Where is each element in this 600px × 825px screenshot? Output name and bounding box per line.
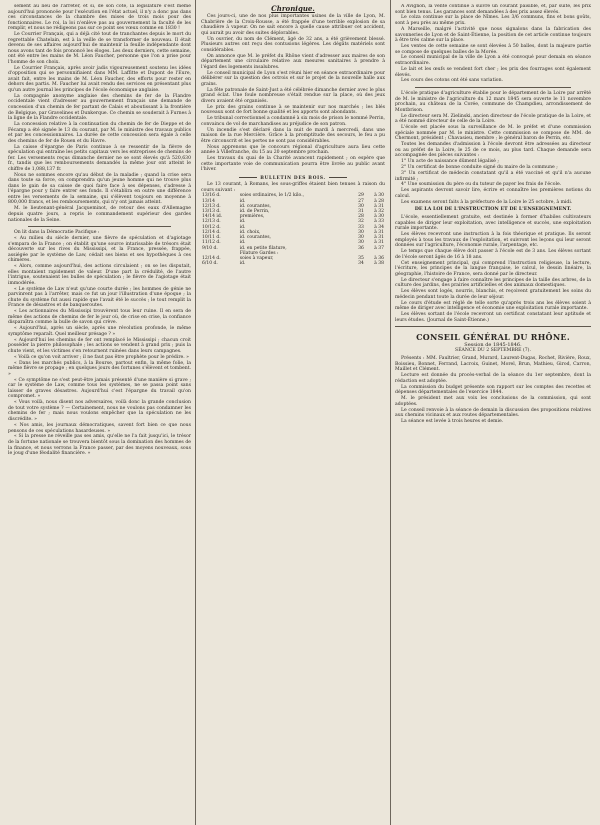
paragraph: « Aujourd'hui les chemins de fer ont remplacé le Mississipi ; chacun croit posséder la pierre philosophale ; les actions se vendent à grand prix ; puis la chute vient, et les victimes s'en retournent ruinées dans leurs campagnes. [8, 337, 191, 354]
table-cell: 13/16 d. [202, 193, 221, 199]
column-left-articles [8, 4, 191, 223]
table-cell: id. [239, 240, 246, 246]
paragraph: L'école pratique d'agriculture établie pour le département de la Loire par arrêté de M. le ministre de l'agriculture du 12 mars 1845 sera ouverte le 11 novembre prochain, au château de la Corée, commune de Champdieu, arrondissement de Montbrison. [395, 91, 591, 113]
table-cell: id. choix, [239, 229, 261, 235]
table-cell: 9/10 d. [202, 245, 218, 251]
table-cell: soies ordinaires, le 1/2 kilo., [239, 193, 305, 199]
table-cell: premières, [239, 214, 265, 220]
table-cell: id. courantes, [239, 235, 271, 241]
paragraph: Les examens seront faits à la préfecture de la Loire le 25 octobre, à midi. [401, 199, 573, 205]
paragraph: Toutes les demandes d'admission à l'école devront être adressées au directeur ou au préfet de la Loire, le 25 de ce mois, au plus tard. Chaque demande sera accompagnée des pièces suivantes : [395, 142, 591, 159]
paragraph: 2° Un certificat de bonne conduite signé du maire de la commune ; [401, 165, 558, 171]
table-cell: à 34 [374, 224, 384, 230]
paragraph: « Voilà ce qu'on voit arriver ; il ne faut pas être prophète pour le prédire. » [14, 354, 189, 360]
paragraph: La concession relative à la continuation du chemin de fer de Dieppe et de Fécamp a été signée le 13 du courant, par M. le ministre des travaux publics et par les concessionnaires. La durée de cette concession sera égale à celle des chemins de fer de Rouen et du Havre. [8, 122, 191, 144]
table-cell: à 33 [374, 219, 384, 225]
table-cell: id. [239, 219, 246, 225]
table-cell: 32 [358, 219, 364, 225]
table-cell: 6/10 d. [202, 261, 218, 267]
bulletin-title: BULLETIN DES BOIS. [260, 175, 326, 181]
rule-left [239, 177, 257, 178]
table-cell: id. [239, 198, 246, 204]
table-cell: à 31 [374, 203, 384, 209]
paragraph: « Alors, comme aujourd'hui, des actions circulaient ; on se les disputait, elles montaient rapidement de valeur. D'une part la crédulité, de l'autre l'intrigue, soutenaient les bulles de spéculation ; le fièvre de l'agiotage était immodérée. [8, 264, 191, 286]
table-cell: à 37 [374, 245, 384, 251]
table-cell: à 28 [374, 198, 384, 204]
bulletin-table [201, 193, 385, 266]
paragraph: Présents : MM. Faultrier, Grand, Murard, Laurent-Dugas, Rochet, Rivière, Roux, Boissieu, Bonnet, Ferrand, Lacroix, Guinet, Morel, Brun, Mathieu, Girod, Carron, Maillet et Clément. [395, 356, 591, 373]
paragraph: Nous apprenons que le concours régional d'agriculture aura lieu cette année à Villefranche, du 15 au 20 septembre prochain. [201, 144, 385, 156]
paragraph: 1° Un acte de naissance dûment légalisé ; [401, 159, 499, 165]
paragraph: Lecture est donnée du procès-verbal de la séance du 1er septembre, dont la rédaction est adoptée. [395, 373, 591, 384]
conseil-general-heading: CONSEIL GÉNÉRAL DU RHÔNE. [416, 332, 570, 343]
school-announcement [395, 91, 591, 205]
paragraph: Le lait et les œufs se vendent fort cher ; les prix des fourrages sont également élevés. [395, 66, 591, 78]
table-cell: 12/14 d. [202, 229, 221, 235]
paragraph: Les élèves sortant de l'école recevront un certificat constatant leur aptitude et leurs études. (Journal de Saint-Étienne.) [395, 312, 591, 323]
table-cell: 12/14 d. [202, 255, 221, 261]
table-cell: 30 [358, 229, 364, 235]
table-cell: id. en petite filature, [239, 245, 287, 251]
paragraph: La caisse d'épargne de Paris continue à se ressentir de la fièvre de spéculation qui entraîne les petits capitaux vers les entreprises de chemins de fer. Les versements reçus dimanche dernier ne se sont élevés qu'à 520,630 fr., tandis que les remboursements demandés la même jour ont atteint le chiffre de 1,088,137 fr. [8, 144, 191, 172]
table-cell: 31 [358, 209, 364, 215]
table-cell: 34 [358, 261, 364, 267]
paragraph: « Vous voilà, nous disent nos adversaires, voilà donc la grande conclusion de tout votre système ? — Certainement, nous ne voulons pas condamner les chemins de fer ; mais nous voulons empêcher que la spéculation ne les discrédite. » [8, 400, 191, 423]
article-headline: DE LA LOI DE L'INSTRUCTION ET DE L'ENSEIGNEMENT. [414, 206, 572, 213]
paragraph: Le prix des grains continue à se maintenir sur nos marchés ; les blés nouveaux sont de fort bonne qualité et les apports sont abondants. [201, 104, 385, 116]
paragraph: La compagnie anonyme anglaise des chemins de fer de la Flandre occidentale vient d'adresser au gouvernement français une demande de concession d'un chemin de fer partant de Calais et aboutissant à la frontière de Belgique, par Gravelines et Dunkerque. Ce chemin se souderait à Furnes à la ligne de la Flandre occidentale. [8, 93, 191, 122]
paragraph: L'école, essentiellement gratuite, est destinée à former d'habiles cultivateurs capables de diriger leur exploitation, avec intelligence et succès, une exploitation rurale importante. [395, 215, 591, 232]
paragraph: La séance est levée à trois heures et demie. [401, 419, 504, 425]
table-cell: à 31 [374, 235, 384, 241]
paragraph: Le temps que chaque élève doit passer à l'école est de 3 ans. Les élèves sortant de l'école seront âgés de 16 à 18 ans. [395, 249, 591, 260]
table-cell: 13/14 [202, 198, 215, 204]
paragraph: A Marseille, malgré l'activité que nous signalons dans la fabrication des savonneries de Lyon et de Saint-Étienne, la position de cet article continue toujours à être très calme sur la place. [395, 26, 591, 44]
table-cell: soies à vapeur, [239, 255, 274, 261]
paragraph: Un ouvrier, du nom de Clément, âgé de 32 ans, a été grièvement blessé. Plusieurs autres ont reçu des contusions légères. Les dégâts matériels sont considérables. [201, 36, 385, 53]
table-cell: 12/13 d. [202, 219, 221, 225]
column-middle [201, 4, 385, 819]
paragraph: « Au milieu du siècle dernier, une fièvre de spéculation et d'agiotage s'empara de la France ; on établit qu'une source intarissable de trésors était découverte sur les rives du Mississipi, et la France, pressée, frappée, assiégée par le système de Law, cédait ses biens et ses hypothèques à ces chimères. [8, 236, 191, 264]
paragraph: Le directeur sera M. Zielinski, ancien directeur de l'école pratique de la Loire, et a été nommé directeur de celle de la Loire. [395, 113, 591, 125]
table-cell: 10/12 d. [202, 224, 221, 230]
column-right [395, 4, 591, 819]
paragraph: M. le président met aux voix les conclusions de la commission, qui sont adoptées. [395, 396, 591, 407]
table-cell: 28 [358, 214, 364, 220]
paragraph: « Le système de Law n'eut qu'une courte durée ; les hommes de génie ne parvinrent pas à l'arrêter, mais ce fut un jour l'illustration d'une époque ; la chute du système fut aussi rapide que l'avait été le succès ; le tout remplit la France de désastres et de banqueroutes. [8, 286, 191, 309]
paragraph: Le directeur s'engage à faire connaître les principes de la taille des arbres, de la culture des jardins, des prairies artificielles et des animaux domestiques. [395, 277, 591, 289]
paragraph: « Les actionnaires du Mississipi trouvèrent tous leur ruine. Il en sera de même des actions de chemins de fer le jour où, de crise en crise, la confiance disparaîtra comme la bulle de savon qui crève. [8, 309, 191, 326]
paragraph: « Si la presse ne réveille pas ses amis, qu'elle ne l'a fait jusqu'ici, le trésor de la fortune nationale se trouvera bientôt sous la domination des hommes de la finance, et nous verrons la France passer, par des moyens nouveaux, sous le joug d'une féodalité financière. » [8, 434, 191, 457]
table-cell: 10/11 d. [202, 235, 221, 241]
table-cell: à 31 [374, 229, 384, 235]
paragraph: Les cours des cotons ont été sans variation. [401, 78, 503, 84]
paragraph: 3° Un certificat de médecin constatant qu'il a été vacciné et qu'il n'a aucune infirmité ; [395, 171, 591, 182]
table-cell: à 38 [374, 261, 384, 267]
paragraph: Nous ne sommes encore qu'au début de la maladie ; quand la crise sera dans toute sa force, on comprendra qu'un jeune homme qui ne trouve plus dans le gain de sa caisse de quoi faire face à ses dépenses, s'adresse à l'épargne pour y faire entrer ses fonds. Il s'établira en outre une différence entre les versements de la semaine, qui s'élèvent toujours en moyenne à 800,000 francs, et les remboursements, qui n'y ont jamais atteint. [8, 172, 191, 206]
table-row [201, 261, 385, 266]
paragraph: La fête patronale de Saint-Just a été célébrée dimanche dernier avec le plus grand éclat. Une foule nombreuse s'était rendue sur la place, où des jeux divers avaient été organisés. [201, 87, 385, 104]
chronique-articles [201, 14, 385, 173]
paragraph: Les travaux du quai de la Charité avancent rapidement ; on espère que cette importante voie de communication pourra être livrée au public avant l'hiver. [201, 156, 385, 173]
paragraph: Le tribunal correctionnel a condamné à six mois de prison le nommé Perrin, convaincu de vol de marchandises au préjudice de son patron. [201, 116, 385, 127]
column-rule [195, 0, 196, 825]
table-cell: 14/14 id. [202, 214, 223, 220]
paragraph: L'école est placée sous la surveillance de M. le préfet et d'une commission spéciale nommée par M. le ministre. Cette commission se compose de MM. de Chermont, président ; Chavasieu, membre ; le général baron de Perrin, etc. [395, 125, 591, 142]
bulletin-heading [201, 176, 385, 182]
paragraph: 4° Une soumission du père ou du tuteur de payer les frais de l'école. [401, 182, 562, 188]
table-cell: 30 [358, 235, 364, 241]
paragraph: « Aujourd'hui, après un siècle, après une révolution profonde, le même symptôme reparaît. Quel meilleur présage ? » [8, 326, 191, 337]
column-rule [390, 0, 391, 825]
divider [415, 87, 571, 88]
section-title-chronique: Chronique. [271, 4, 315, 13]
paragraph: Les élèves sont logés, nourris, blanchis, et reçoivent gratuitement les soins du médecin pendant toute la durée de leur séjour. [395, 289, 591, 300]
table-cell: 27 [358, 198, 364, 204]
paragraph: La commission du budget présente son rapport sur les comptes des recettes et dépenses départementales de l'exercice 1844. [395, 384, 591, 396]
conseil-general-minutes [395, 356, 591, 425]
paragraph: « Dans les marchés publics, à la Bourse, partout enfin, la même folie, la même fièvre se propage ; en quelques jours des fortunes s'élèvent et tombent. » [8, 360, 191, 377]
paragraph: Cet enseignement principal, qui comprend l'instruction religieuse, la lecture, l'écriture, les principes de la langue française, le calcul, le dessin linéaire, la géographie, l'histoire de France, sera donné par le directeur. [395, 260, 591, 277]
table-cell: 11/12 d. [202, 240, 221, 246]
table-cell: à 32 [374, 209, 384, 215]
paragraph: A Avignon, la vente continue à suivre un courant paisible, et, par suite, les prix sont bien tenus. Les garances sont demandées à des prix assez élevés. [395, 4, 591, 15]
paragraph: Le Courrier Français, qui a déjà cité tout de tranchantes depuis le mort du regrettable Chatelain, est à la veille de se transformer de nouveau. Il était devenu de ses affaires aujourd'hui de maintenir la feuille indépendante dont nous avons tant de fois prononcé les éloges. Les deux derniers, cette semaine, ont été entre les mains de M. Léon Faucher, personne que l'on a prise pour l'homme de son choix. [8, 32, 191, 65]
paragraph: Un incendie s'est déclaré dans la nuit de mardi à mercredi, dans une maison de la rue Mercière. Grâce à la promptitude des secours, le feu a pu être circonscrit et les pertes ne sont pas considérables. [201, 127, 385, 144]
table-cell: 36 [358, 245, 364, 251]
paragraph: Le colza continue sur la place de Nîmes. Les 3/6 communs, fins et bons goûts, sont à peu près au même prix. [395, 15, 591, 27]
paragraph: Le conseil municipal de la ville de Lyon a été convoqué pour demain en séance extraordinaire. [395, 55, 591, 67]
paragraph: « Nos amis, les journaux démocratiques, savent fort bien ce que nous pensons de ces spéculations hasardeuses. » [8, 422, 191, 434]
paragraph: Les aspirants devront savoir lire, écrire et connaître les premières notions du calcul. [395, 188, 591, 199]
column-left-quoted-article [8, 230, 191, 457]
table-cell: 33 [358, 224, 364, 230]
paragraph: M. le lieutenant-général Jacqueminot, de retour des eaux d'Allemagne depuis quatre jours, a repris le commandement supérieur des gardes nationales de la Seine. [8, 206, 191, 223]
table-cell: id. [239, 261, 246, 267]
table-cell: à 36 [374, 255, 384, 261]
paragraph: On lit dans la Démocratie Pacifique : [14, 230, 100, 236]
table-cell: à 30 [374, 193, 384, 199]
paragraph: « Ce symptôme ne s'est peut-être jamais présenté d'une manière si grave ; car le système de Law, comme tous les systèmes, ne se passa point sans laisser de graves désastres. Aujourd'hui c'est l'épargne du travail qu'on compromet. » [8, 377, 191, 400]
table-cell: 35 [358, 255, 364, 261]
divider [28, 226, 171, 227]
table-cell: à 31 [374, 240, 384, 246]
table-cell: à 30 [374, 214, 384, 220]
table-cell: 13/13 d. [202, 209, 221, 215]
table-cell: 29 [358, 193, 364, 199]
paragraph: On annonce que M. le préfet du Rhône vient d'adresser aux maires de son département une circulaire relative aux mesures sanitaires à prendre à l'égard des logements insalubres. [201, 53, 385, 70]
table-cell: 30 [358, 203, 364, 209]
market-reports [395, 4, 591, 84]
paragraph: Le conseil municipal de Lyon s'est réuni hier en séance extraordinaire pour délibérer sur la question des octrois et sur le projet de la nouvelle halle aux grains. [201, 70, 385, 87]
column-left [8, 4, 191, 819]
paragraph: Le cours d'étude est réglé de telle sorte qu'après trois ans les élèves soient à même de diriger avec intelligence et économie une exploitation rurale importante. [395, 300, 591, 312]
school-details [395, 215, 591, 323]
paragraph: Les ventes de cette semaine se sont élevées à 50 balles, dont la majeure partie se compose de quelques balles de la Morée. [395, 44, 591, 55]
table-cell: id. courantes, [239, 203, 271, 209]
seance-heading: SÉANCE DU 2 SEPTEMBRE (7). [455, 348, 531, 354]
paragraph: Ces jours-ci, une de nos plus importantes usines de la ville de Lyon, M. Chabrière de la Croix-Rousse, a été frappée d'une terrible explosion de sa chaudière à vapeur. On ne sait encore à quelle cause attribuer cet accident, qui aurait pu avoir des suites déplorables. [201, 14, 385, 36]
table-cell: id. [239, 224, 246, 230]
bulletin-intro: Le 13 courant, à Romans, les sous-griffes étaient bien tenues à raison du cours suivant : [201, 182, 385, 193]
paragraph: Le conseil renvoie à la séance de demain la discussion des propositions relatives aux chemins vicinaux et aux routes départementales. [395, 407, 591, 419]
divider [395, 326, 591, 327]
paragraph: Les élèves recevront une instruction à la fois théorique et pratique. Ils seront employés à tous les travaux de l'exploitation, et suivront les leçons qui leur seront données sur l'agriculture, l'économie rurale, l'arpentage, etc. [395, 232, 591, 249]
table-cell: id. de Perrin, [239, 209, 270, 215]
table-cell: 12/13 d. [202, 203, 221, 209]
paragraph: sement au lieu de l'arrêter, et si, de son côté, la législature s'est même aujourd'hui prononcée pour l'exécution en l'état actuel, il n'y a donc pas dans ces circonstances de la chambre des mises de trois mois pour des fonctionnaires. Le roi, la loi n'enlève pas au gouvernement la faculté de les remplir, et nous ne rédigeons pas sur ce point ses vœux comme en 1830 ! [8, 4, 191, 32]
session-heading: Session de 1845-1846. [464, 342, 522, 349]
table-cell: 30 [358, 240, 364, 246]
rule-right [329, 177, 347, 178]
table-cell: Filature Gardes : [239, 250, 279, 256]
paragraph: Le Courrier Français, après avoir jadis vigoureusement soutenu les idées d'opposition qui se personnifiaient dans MM. Laffitte et Dupont de l'Eure, avait fait, entre les mains de M. Léon Faucher, des efforts pour rester en dehors des partis. M. Faucher lui avait rendu des services en présentant plus qu'un autre journal les principes de l'école économique anglaise. [8, 65, 191, 93]
